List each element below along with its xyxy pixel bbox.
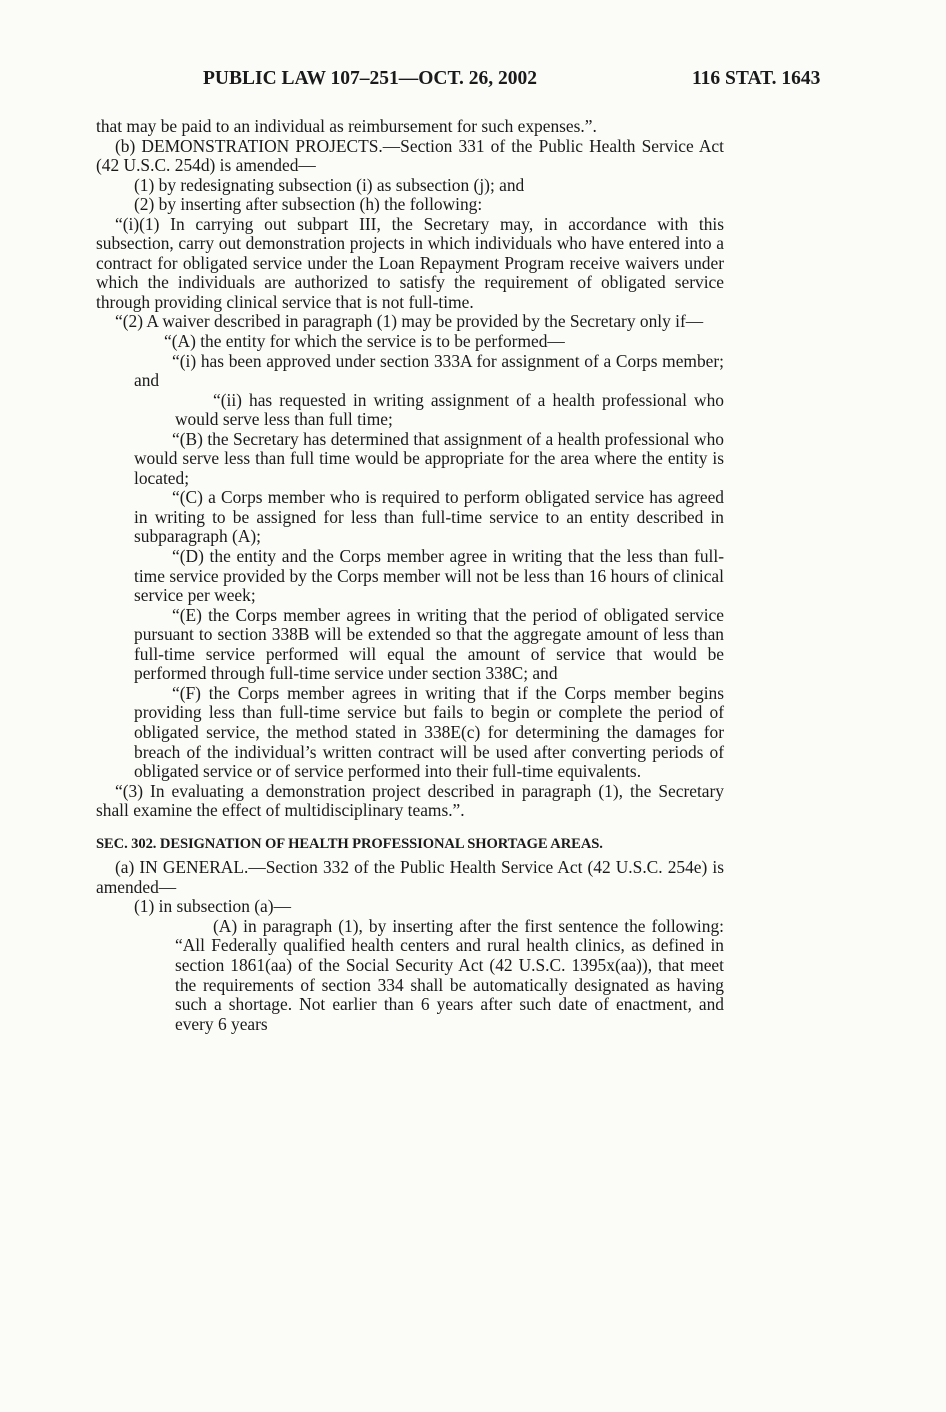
paragraph-text: —Section 331 of the Public Health Service Act (42 U.S.C. 254d) is amended— [96,135,724,176]
document-body [96,117,724,1034]
paragraph: “(i) has been approved under section 333A for assignment of a Corps member; and [134,350,724,391]
section-heading: SEC. 302. DESIGNATION OF HEALTH PROFESSIONAL SHORTAGE AREAS. [96,835,603,852]
paragraph: “(F) the Corps member agrees in writing that if the Corps member begins providing less than full-time service but fails to begin or complete the period of obligated service, the method stated in 338E(c) for determining the damages for breach of the individual’s written contract will be used after converting periods of obligated service or of service performed into their full-time equivalents. [134,682,724,782]
paragraph: “(E) the Corps member agrees in writing that the period of obligated service pursuant to section 338B will be extended so that the aggregate amount of less than full-time service performed will equal the amount of service that would be performed through full-time service under section 338C; and [134,604,724,684]
paragraph-demonstration-projects [96,137,724,176]
paragraph: “(B) the Secretary has determined that assignment of a health professional who would serve less than full time would be appropriate for the area where the entity is located; [134,428,724,488]
paragraph-lead: (a) [115,857,140,878]
paragraph: “(2) A waiver described in paragraph (1) may be provided by the Secretary only if— [115,311,704,332]
page-header [0,68,946,92]
paragraph-lead: (b) [115,135,142,156]
paragraph: “(C) a Corps member who is required to perform obligated service has agreed in writing to be assigned for less than full-time service to an entity described in subparagraph (A); [134,487,724,547]
paragraph: (1) in subsection (a)— [134,896,291,917]
section-heading-inline: DEMONSTRATION PROJECTS. [141,135,383,156]
paragraph: (1) by redesignating subsection (i) as subsection (j); and [134,174,525,195]
paragraph: (A) in paragraph (1), by inserting after the first sentence the following: “All Federally qualified health centers and rural health clinics, as defined in section 1861(aa) of the Social Security Act (42 U.S.C. 1395x(aa)), that meet the requirements of section 334 shall be automatically designated as having such a shortage. Not earlier than 6 years after such date of enactment, and every 6 years [175,915,724,1034]
paragraph: “(i)(1) In carrying out subpart III, the Secretary may, in accordance with this subsection, carry out demonstration projects in which individuals who have entered into a contract for obligated service under the Loan Repayment Program receive waivers under which the individuals are authorized to satisfy the requirement of obligated service through providing clinical service that is not full-time. [96,213,724,312]
paragraph: “(D) the entity and the Corps member agree in writing that the less than full-time service provided by the Corps member will not be less than 16 hours of clinical service per week; [134,546,724,606]
paragraph-in-general [96,858,724,897]
header-title: PUBLIC LAW 107–251—OCT. 26, 2002 [203,68,538,89]
paragraph: “(ii) has requested in writing assignment of a health professional who would serve less than full time; [175,389,724,430]
paragraph: (2) by inserting after subsection (h) the following: [134,194,483,215]
paragraph: “(A) the entity for which the service is to be performed— [164,331,565,352]
paragraph: “(3) In evaluating a demonstration project described in paragraph (1), the Secretary shall examine the effect of multidisciplinary teams.”. [96,780,724,821]
header-stat-citation: 116 STAT. 1643 [692,68,821,89]
section-heading-inline: IN GENERAL. [139,857,249,878]
paragraph-text: —Section 332 of the Public Health Service Act (42 U.S.C. 254e) is amended— [96,857,724,897]
paragraph: that may be paid to an individual as reimbursement for such expenses.”. [96,116,597,136]
